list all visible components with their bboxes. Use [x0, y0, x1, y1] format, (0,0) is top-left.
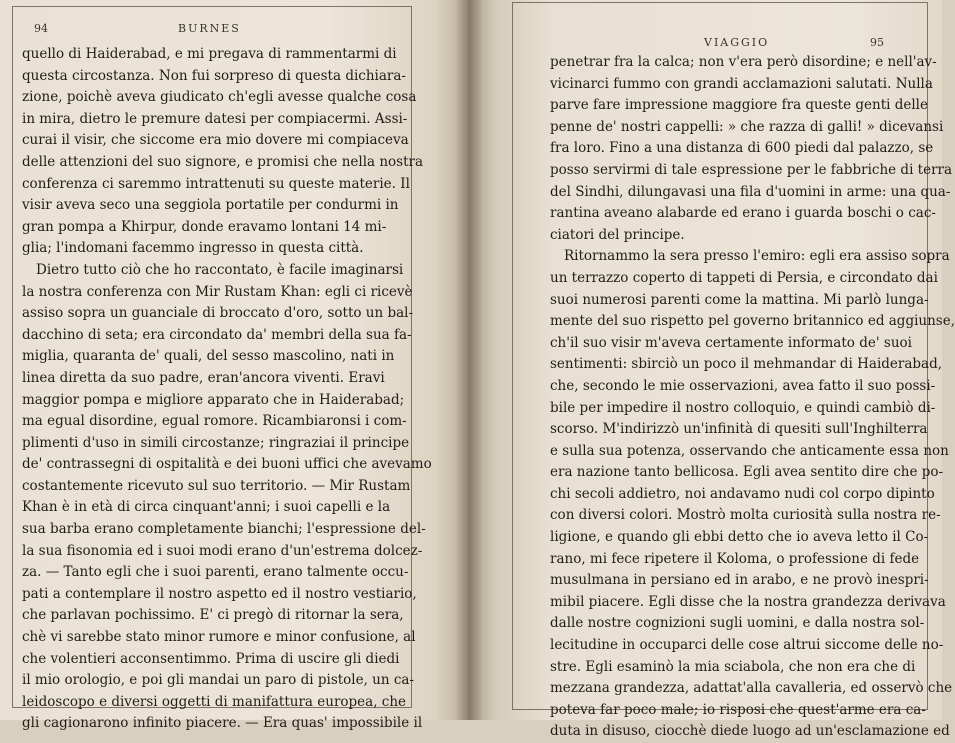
text-line: questa circostanza. Non fui sorpreso di questa dichiara- [22, 67, 406, 84]
text-line: un terrazzo coperto di tappeti di Persia, e circondato dai [550, 269, 938, 286]
text-line: visir aveva seco una seggiola portatile per condurmi in [22, 197, 399, 214]
left-page-text [22, 44, 432, 735]
text-line: suoi numerosi parenti come la mattina. Mi parlò lunga- [550, 291, 929, 308]
text-line: de' contrassegni di ospitalità e dei buoni uffici che avevamo [22, 456, 432, 473]
text-line: dacchino di seta; era circondato da' membri della sua fa- [22, 326, 412, 343]
text-line: Khan è in età di circa cinquant'anni; i suoi capelli e la [22, 499, 391, 516]
right-page-text [550, 52, 955, 743]
text-line: lecitudine in occuparci delle cose altrui siccome delle no- [550, 637, 944, 654]
text-line: mente del suo rispetto pel governo britannico ed aggiunse, [550, 313, 955, 330]
text-line: e sulla sua potenza, osservando che anticamente essa non [550, 442, 949, 459]
text-line: ch'il suo visir m'aveva certamente informato de' suoi [550, 334, 912, 351]
text-line: rano, mi fece ripetere il Koloma, o professione di fede [550, 550, 920, 567]
right-page-number: 95 [870, 36, 884, 49]
text-line: parve fare impressione maggiore fra queste genti delle [550, 97, 928, 114]
text-line: Ritornammo la sera presso l'emiro: egli era assiso sopra [564, 248, 950, 265]
text-line: scorso. M'indirizzò un'infinità di quesiti sull'Inghilterra [550, 421, 928, 438]
text-line: vicinarci fummo con grandi acclamazioni salutati. Nulla [550, 75, 933, 92]
text-line: musulmana in persiano ed in arabo, e ne provò inespri- [550, 572, 929, 589]
text-line: Dietro tutto ciò che ho raccontato, è facile imaginarsi [36, 261, 404, 278]
text-line: ciatori del principe. [550, 226, 685, 243]
text-line: leidoscopo e diversi oggetti di manifattura europea, che [22, 693, 407, 710]
text-line: che, secondo le mie osservazioni, avea fatto il suo possi- [550, 377, 936, 394]
text-line: costantemente ricevuto sul suo territorio. — Mir Rustam [22, 477, 411, 494]
text-line: dalle nostre cognizioni sugli uomini, e dalla nostra sol- [550, 615, 925, 632]
text-line: za. — Tanto egli che i suoi parenti, erano talmente occu- [22, 564, 409, 581]
text-line: con diversi colori. Mostrò molta curiosità sulla nostra re- [550, 507, 941, 524]
text-line: mezzana grandezza, adattat'alla cavalleria, ed osservò che [550, 680, 953, 697]
text-line: penetrar fra la calca; non v'era però disordine; e nell'av- [550, 54, 937, 70]
text-line: gran pompa a Khirpur, donde eravamo lontani 14 mi- [22, 218, 387, 235]
text-line: conferenza ci saremmo intrattenuti su queste materie. Il [22, 175, 410, 192]
text-line: chi secoli addietro, noi andavamo nudi col corpo dipinto [550, 485, 935, 502]
text-line: che volentieri acconsentimmo. Prima di uscire gli diedi [22, 650, 400, 667]
text-line: delle attenzioni del suo signore, e promisi che nella nostra [22, 153, 424, 170]
text-line: sua barba erano completamente bianchi; l'espressione del- [22, 521, 426, 538]
text-line: del Sindhi, dilungavasi una fila d'uomini in arme: una qua- [550, 183, 951, 200]
text-line: era nazione tanto bellicosa. Egli avea sentito dire che po- [550, 464, 944, 481]
text-line: penne de' nostri cappelli: » che razza di galli! » dicevansi [550, 118, 944, 135]
text-line: gli cagionarono infinito piacere. — Era quas' impossibile il [22, 715, 423, 732]
book-gutter [455, 0, 483, 720]
text-line: poteva far poco male; io risposi che quest'arme era ca- [550, 701, 926, 718]
left-page [0, 0, 468, 732]
text-line: sentimenti: sbirciò un poco il mehmandar di Haiderabad, [550, 356, 943, 373]
text-line: ma egual disordine, egual romore. Ricambiaronsi i com- [22, 413, 407, 430]
text-line: assiso sopra un guanciale di broccato d'oro, sotto un bal- [22, 305, 414, 322]
text-line: curai il visir, che siccome era mio dovere mi compiaceva [22, 132, 409, 149]
text-line: ligione, e quando gli ebbi detto che io aveva letto il Co- [550, 529, 929, 546]
right-page [468, 0, 955, 740]
text-line: maggior pompa e migliore apparato che in Haiderabad; [22, 391, 405, 408]
text-line: la sua fisonomia ed i suoi modi erano d'un'estrema dolcez- [22, 542, 423, 559]
text-line: posso servirmi di tale espressione per le fabbriche di terra [550, 161, 953, 178]
text-line: duta in disuso, ciocchè diede luogo ad un'esclamazione ed [550, 723, 950, 740]
text-line: mibil piacere. Egli disse che la nostra grandezza derivava [550, 593, 946, 610]
right-running-head: VIAGGIO [704, 36, 770, 49]
text-line: plimenti d'uso in simili circostanze; ringraziai il principe [22, 434, 410, 451]
text-line: miglia, quaranta de' quali, del sesso mascolino, nati in [22, 348, 395, 365]
text-line: fra loro. Fino a una distanza di 600 piedi dal palazzo, se [550, 140, 934, 157]
text-line: glia; l'indomani facemmo ingresso in questa città. [22, 240, 364, 257]
left-running-head: BURNES [178, 22, 241, 35]
text-line: il mio orologio, e poi gli mandai un paro di pistole, un ca- [22, 672, 415, 689]
left-page-number: 94 [34, 22, 48, 35]
text-line: stre. Egli esaminò la mia sciabola, che non era che di [550, 658, 916, 675]
text-line: rantina aveano alabarde ed erano i guarda boschi o cac- [550, 205, 936, 222]
text-line: pati a contemplare il nostro aspetto ed il nostro vestiario, [22, 585, 417, 602]
text-line: la nostra conferenza con Mir Rustam Khan: egli ci ricevè [22, 283, 413, 300]
text-line: in mira, dietro le premure datesi per compiacermi. Assi- [22, 110, 408, 127]
text-line: quello di Haiderabad, e mi pregava di rammentarmi di [22, 46, 397, 62]
text-line: chè vi sarebbe stato minor rumore e minor confusione, al [22, 629, 416, 646]
text-line: bile per impedire il nostro colloquio, e quindi cambiò di- [550, 399, 936, 416]
text-line: linea diretta da suo padre, eran'ancora viventi. Eravi [22, 369, 385, 386]
text-line: zione, poichè aveva giudicato ch'egli avesse qualche cosa [22, 89, 417, 106]
text-line: che parlavan pochissimo. E' ci pregò di ritornar la sera, [22, 607, 404, 624]
